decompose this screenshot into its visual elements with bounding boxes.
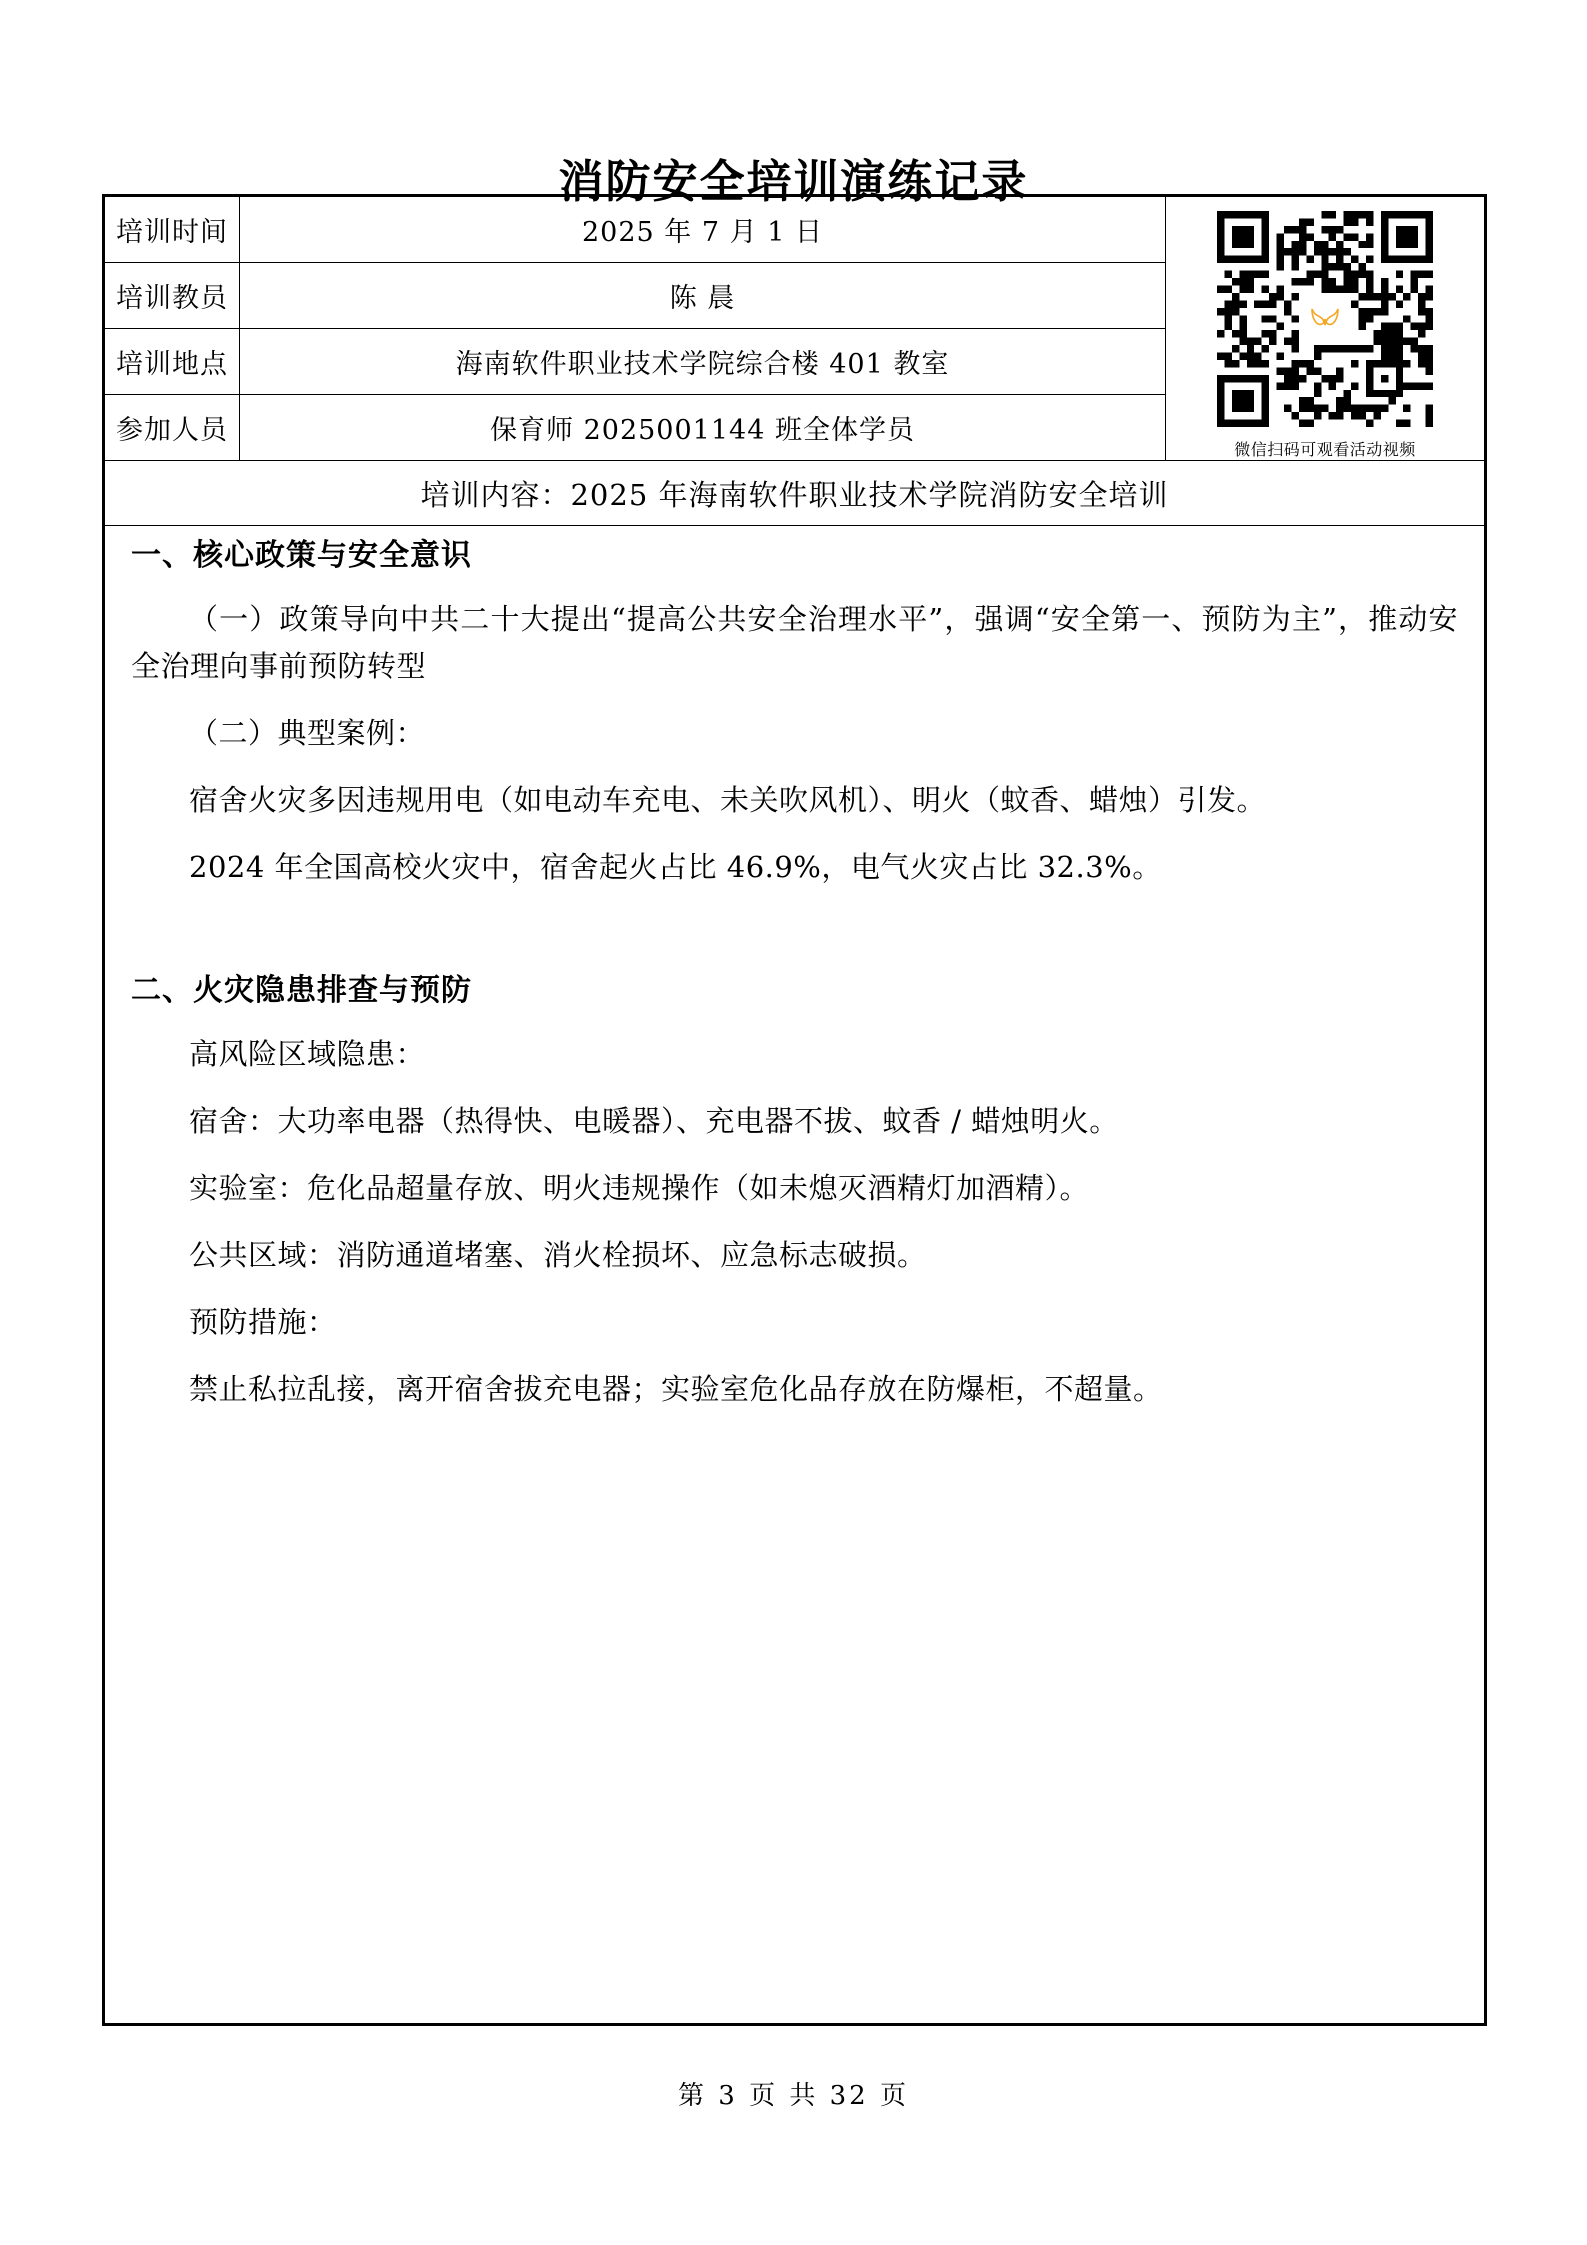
section-1-paragraph-3: 宿舍火灾多因违规用电（如电动车充电、未关吹风机）、明火（蚊香、蜡烛）引发。 (189, 782, 1267, 817)
section-2-heading: 二、火灾隐患排查与预防 (131, 972, 472, 1008)
record-body (105, 504, 1484, 1433)
value-training-time: 2025 年 7 月 1 日 (240, 197, 1166, 262)
section-2-paragraph-1: 高风险区域隐患： (189, 1036, 426, 1071)
label-training-time: 培训时间 (105, 197, 240, 262)
section-2-paragraph-4: 公共区域：消防通道堵塞、消火栓损坏、应急标志破损。 (189, 1237, 927, 1272)
section-1-paragraph-4: 2024 年全国高校火灾中，宿舍起火占比 46.9%，电气火灾占比 32.3%。 (189, 849, 1162, 884)
section-2-paragraph-5: 预防措施： (189, 1304, 337, 1339)
section-1-paragraph-1: （一）政策导向中共二十大提出“提高公共安全治理水平”，强调“安全第一、预防为主”，推动安全治理向事前预防转型 (131, 602, 1458, 683)
section-spacer (131, 911, 1458, 965)
section-2-paragraph-3: 实验室：危化品超量存放、明火违规操作（如未熄灭酒精灯加酒精）。 (189, 1170, 1090, 1205)
page-footer: 第 3 页 共 32 页 (678, 2081, 909, 2111)
table-row (105, 197, 1484, 262)
butterfly-icon (1308, 305, 1342, 333)
label-location: 培训地点 (105, 328, 240, 394)
record-frame (102, 194, 1487, 2026)
label-trainer: 培训教员 (105, 262, 240, 328)
qr-caption: 微信扫码可观看活动视频 (1234, 440, 1416, 459)
value-location: 海南软件职业技术学院综合楼 401 教室 (240, 328, 1166, 394)
qr-code-cell (1166, 197, 1485, 461)
page-title: 消防安全培训演练记录 (558, 155, 1029, 208)
value-trainer: 陈 晨 (240, 262, 1166, 328)
label-participants: 参加人员 (105, 394, 240, 460)
section-1-paragraph-2: （二）典型案例： (189, 715, 426, 750)
value-participants: 保育师 2025001144 班全体学员 (240, 394, 1166, 460)
value-training-content: 培训内容：2025 年海南软件职业技术学院消防安全培训 (105, 461, 1484, 526)
qr-code[interactable] (1217, 211, 1433, 427)
training-info-table (105, 197, 1484, 526)
section-2-paragraph-2: 宿舍：大功率电器（热得快、电暖器）、充电器不拔、蚊香 / 蜡烛明火。 (189, 1103, 1119, 1138)
section-1-heading: 一、核心政策与安全意识 (131, 538, 472, 573)
section-2-paragraph-6: 禁止私拉乱接，离开宿舍拔充电器；实验室危化品存放在防爆柜，不超量。 (189, 1371, 1163, 1406)
butterfly-logo-icon (1302, 296, 1348, 342)
